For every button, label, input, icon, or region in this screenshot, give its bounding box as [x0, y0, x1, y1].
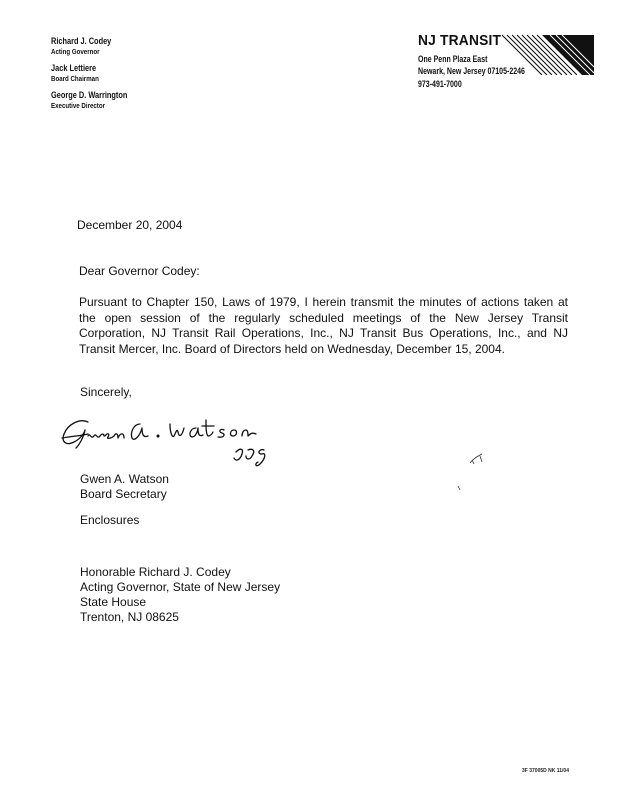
signature — [58, 414, 288, 474]
recipient-line: Acting Governor, State of New Jersey — [80, 580, 281, 594]
letter-date: December 20, 2004 — [77, 218, 183, 232]
letter-body — [79, 295, 609, 357]
officer-title: Board Chairman — [51, 74, 99, 83]
body-line: the open session of the regularly scheduled meetings of the New Jersey Transit — [79, 310, 568, 325]
officers-list — [51, 36, 251, 117]
logo-wordmark: NJ TRANSIT — [418, 32, 502, 49]
officer-name: Richard J. Codey — [51, 36, 112, 46]
letter-closing: Sincerely, — [80, 385, 132, 399]
recipient-line: Honorable Richard J. Codey — [80, 565, 231, 579]
signer-block — [80, 472, 169, 502]
letter-salutation: Dear Governor Codey: — [79, 264, 200, 278]
enclosures-note: Enclosures — [80, 513, 140, 527]
letterhead-logo — [418, 32, 598, 102]
form-code: 3F 37005D NK 11/04 — [522, 768, 569, 774]
officer-name: George D. Warrington — [51, 90, 128, 100]
recipient-address — [80, 565, 280, 625]
address-city: Newark, New Jersey 07105-2246 — [418, 66, 525, 76]
address-phone: 973-491-7000 — [418, 79, 462, 89]
officer-entry — [51, 63, 251, 83]
signer-name: Gwen A. Watson — [80, 472, 169, 486]
recipient-line: Trenton, NJ 08625 — [80, 610, 179, 624]
address-street: One Penn Plaza East — [418, 54, 488, 64]
body-line: Corporation, NJ Transit Rail Operations, Inc., NJ Transit Bus Operations, Inc., and NJ — [79, 326, 568, 340]
scan-marks — [450, 448, 500, 498]
officer-name: Jack Lettiere — [51, 63, 97, 73]
signer-title: Board Secretary — [80, 487, 167, 501]
officer-title: Executive Director — [51, 101, 106, 110]
officer-entry — [51, 90, 251, 110]
recipient-line: State House — [80, 595, 147, 609]
officer-title: Acting Governor — [51, 47, 100, 56]
officer-entry — [51, 36, 251, 56]
body-line: Pursuant to Chapter 150, Laws of 1979, I herein transmit the minutes of actions taken at — [79, 295, 568, 309]
body-line: Transit Mercer, Inc. Board of Directors held on Wednesday, December 15, 2004. — [79, 341, 505, 356]
